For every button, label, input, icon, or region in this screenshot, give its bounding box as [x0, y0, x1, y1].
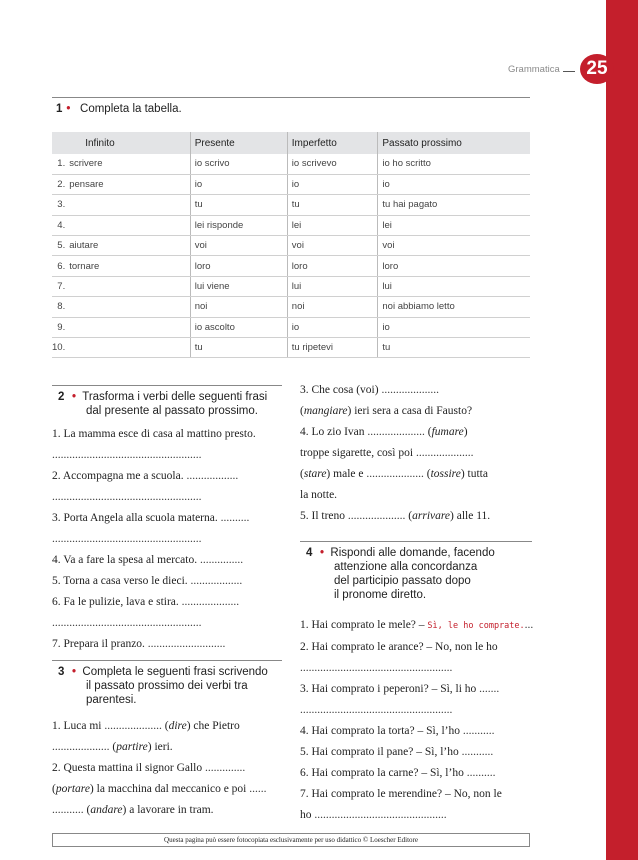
verb-hint: fumare	[431, 426, 464, 438]
cell-infinito[interactable]	[65, 195, 190, 215]
question-text: 1. Hai comprato le mele? –	[300, 619, 425, 631]
row-number: 2.	[52, 174, 65, 194]
list-item: 4. Va a fare la spesa al mercato.	[52, 554, 198, 566]
answer-line[interactable]: ....................	[367, 426, 425, 438]
cell-imperfetto[interactable]: loro	[287, 256, 378, 276]
cell-infinito[interactable]	[65, 297, 190, 317]
answer-line[interactable]: ..................	[186, 470, 239, 482]
cell-infinito[interactable]	[65, 215, 190, 235]
row-number: 8.	[52, 297, 65, 317]
table-header-spacer	[52, 132, 65, 154]
cell-infinito[interactable]	[65, 317, 190, 337]
cell-imperfetto[interactable]: lei	[287, 215, 378, 235]
cell-passato-prossimo[interactable]: io	[378, 174, 530, 194]
answer-line[interactable]: ...........	[462, 725, 495, 737]
table-row	[52, 195, 530, 215]
sentence-text: la notte.	[300, 489, 338, 501]
exercise-title-line: il pronome diretto.	[334, 589, 427, 601]
sentence-text: 1. Luca mi	[52, 720, 102, 732]
answer-line[interactable]: ..............	[205, 762, 246, 774]
cell-presente[interactable]: voi	[190, 236, 287, 256]
question-text: ho	[300, 809, 312, 821]
sentence-text: male e	[333, 468, 364, 480]
answer-line[interactable]: .....................................................	[300, 704, 453, 716]
exercise-2-items	[52, 424, 282, 655]
cell-passato-prossimo[interactable]: lei	[378, 215, 530, 235]
sentence-text: 3. Che cosa (voi)	[300, 384, 379, 396]
question-text: 3. Hai comprato i peperoni? – Sì, li ho	[300, 683, 477, 695]
row-number: 1.	[52, 154, 65, 174]
sentence-text: alle 11.	[456, 510, 491, 522]
copyright-footer: Questa pagina può essere fotocopiata esclusivamente per uso didattico © Loescher Editore	[52, 833, 530, 847]
verb-hint: dire	[168, 720, 187, 732]
cell-passato-prossimo[interactable]: loro	[378, 256, 530, 276]
page-edge-bar	[606, 0, 638, 860]
sentence-text: che Pietro	[193, 720, 240, 732]
table-row	[52, 154, 530, 174]
exercise-3-header	[52, 660, 282, 706]
list-item: 7. Prepara il pranzo.	[52, 638, 145, 650]
cell-presente[interactable]: lui viene	[190, 276, 287, 296]
list-item: 2. Accompagna me a scuola.	[52, 470, 184, 482]
exercise-title-line: dal presente al passato prossimo.	[86, 405, 258, 417]
question-text: 4. Hai comprato la torta? – Sì, l’ho	[300, 725, 461, 737]
exercise-number: 2	[58, 391, 65, 403]
row-number: 5.	[52, 236, 65, 256]
exercise-4-header	[300, 541, 532, 601]
verb-hint: portare	[55, 783, 90, 795]
question-text: 5. Hai comprato il pane? – Sì, l’ho	[300, 746, 459, 758]
table-row	[52, 276, 530, 296]
verb-hint: partire	[116, 741, 148, 753]
sentence-text: 5. Il treno	[300, 510, 346, 522]
list-item: 3. Porta Angela alla scuola materna.	[52, 512, 218, 524]
cell-presente[interactable]: lei risponde	[190, 215, 287, 235]
verb-hint: tossire	[430, 468, 461, 480]
cell-infinito[interactable]: pensare	[65, 174, 190, 194]
answer-line[interactable]: ..............................................	[314, 809, 447, 821]
cell-imperfetto[interactable]: io scrivevo	[287, 154, 378, 174]
bullet-dot-icon: •	[72, 391, 77, 403]
sentence-text: la macchina dal meccanico e poi	[96, 783, 247, 795]
answer-line[interactable]: ....................................................	[52, 533, 202, 545]
cell-passato-prossimo[interactable]: tu	[378, 338, 530, 358]
exercise-title-line: del participio passato dopo	[334, 575, 471, 587]
answer-line[interactable]: ....................	[381, 384, 439, 396]
answer-line[interactable]: ....................................................	[52, 491, 202, 503]
cell-imperfetto[interactable]: voi	[287, 236, 378, 256]
cell-infinito[interactable]: tornare	[65, 256, 190, 276]
row-number: 10.	[52, 338, 65, 358]
question-text: 6. Hai comprato la carne? – Sì, l’ho	[300, 767, 464, 779]
cell-imperfetto[interactable]: tu	[287, 195, 378, 215]
verb-hint: stare	[303, 468, 327, 480]
answer-line[interactable]: ....................	[415, 447, 474, 459]
column-header: Presente	[190, 132, 287, 154]
column-header: Passato prossimo	[378, 132, 530, 154]
cell-infinito[interactable]: aiutare	[65, 236, 190, 256]
answer-line[interactable]: ...........	[52, 804, 84, 816]
cell-passato-prossimo[interactable]: io	[378, 317, 530, 337]
exercise-number: 4	[306, 547, 313, 559]
row-number: 6.	[52, 256, 65, 276]
exercise-2-header	[52, 385, 282, 417]
cell-imperfetto[interactable]: tu ripetevi	[287, 338, 378, 358]
sentence-text: 2. Questa mattina il signor Gallo	[52, 762, 203, 774]
exercise-number: 1	[56, 103, 63, 115]
exercise-title-line: Completa le seguenti frasi scrivendo	[82, 666, 268, 678]
answer-line[interactable]: ..........	[220, 512, 250, 524]
sentence-text: 4. Lo zio Ivan	[300, 426, 365, 438]
answer-line[interactable]: ..................	[190, 575, 243, 587]
verb-hint: mangiare	[303, 405, 348, 417]
sentence-text: ieri.	[154, 741, 173, 753]
table-row	[52, 256, 530, 276]
bullet-dot-icon: •	[66, 103, 71, 115]
exercise-title-line: parentesi.	[86, 694, 137, 706]
cell-passato-prossimo[interactable]: io ho scritto	[378, 154, 530, 174]
cell-presente[interactable]: tu	[190, 195, 287, 215]
answer-line[interactable]: ......	[249, 783, 267, 795]
table-row	[52, 236, 530, 256]
section-label: Grammatica	[508, 64, 560, 75]
exercise-3-items-right: 3. Che cosa (voi) .................... (mangiare) ieri sera a casa di Fausto? 4. Lo zio Ivan .................... (fumare) troppe sigarette, così poi .................... (stare) male e .................... (tossire) tutta la notte. 5. Il treno .................... (arrivare) alle 11.	[300, 380, 532, 527]
column-header: Infinito	[65, 132, 190, 154]
table-row	[52, 317, 530, 337]
list-item: 6. Fa le pulizie, lava e stira.	[52, 596, 179, 608]
table-row	[52, 215, 530, 235]
answer-line[interactable]: ..........	[466, 767, 496, 779]
answer-line[interactable]: ...........	[461, 746, 494, 758]
handwritten-answer: Sì, le ho comprate.	[427, 621, 525, 631]
bullet-dot-icon: •	[72, 666, 77, 678]
answer-line[interactable]: ....................	[366, 468, 424, 480]
cell-infinito[interactable]	[65, 276, 190, 296]
answer-line[interactable]: ....................	[347, 510, 406, 522]
row-number: 4.	[52, 215, 65, 235]
cell-passato-prossimo[interactable]: voi	[378, 236, 530, 256]
cell-presente[interactable]: io	[190, 174, 287, 194]
table-row	[52, 174, 530, 194]
exercise-title: Completa la tabella.	[80, 103, 182, 115]
answer-line[interactable]: ....................................................	[52, 449, 202, 461]
row-number: 7.	[52, 276, 65, 296]
row-number: 3.	[52, 195, 65, 215]
cell-imperfetto[interactable]: lui	[287, 276, 378, 296]
cell-imperfetto[interactable]: noi	[287, 297, 378, 317]
header-divider	[563, 71, 575, 72]
cell-infinito[interactable]: scrivere	[65, 154, 190, 174]
sentence-text: troppe sigarette, così poi	[300, 447, 414, 459]
answer-line[interactable]: ....................	[104, 720, 162, 732]
table-row	[52, 338, 530, 358]
answer-line[interactable]: ...........................	[147, 638, 226, 650]
cell-presente[interactable]: io ascolto	[190, 317, 287, 337]
cell-imperfetto[interactable]: io	[287, 174, 378, 194]
page-number-badge: 25	[580, 54, 614, 84]
list-item: 1. La mamma esce di casa al mattino presto.	[52, 428, 256, 440]
cell-presente[interactable]: noi	[190, 297, 287, 317]
row-number: 9.	[52, 317, 65, 337]
answer-line[interactable]: ....................................................	[52, 617, 202, 629]
cell-passato-prossimo[interactable]: lui	[378, 276, 530, 296]
exercise-title-line: il passato prossimo dei verbi tra	[86, 680, 248, 692]
exercise-number: 3	[58, 666, 65, 678]
answer-line[interactable]: .......	[479, 683, 500, 695]
table-row	[52, 297, 530, 317]
question-text: 7. Hai comprato le merendine? – No, non le	[300, 788, 502, 800]
exercise-title-line: Rispondi alle domande, facendo	[330, 547, 495, 559]
cell-passato-prossimo[interactable]: tu hai pagato	[378, 195, 530, 215]
question-text: 2. Hai comprato le arance? – No, non le ho	[300, 641, 498, 653]
exercise-title-line: Trasforma i verbi delle seguenti frasi	[82, 391, 268, 403]
verb-hint: arrivare	[412, 510, 451, 522]
answer-line[interactable]: .....................................................	[300, 662, 453, 674]
list-item: 5. Torna a casa verso le dieci.	[52, 575, 188, 587]
exercise-title-line: attenzione alla concordanza	[334, 561, 478, 573]
cell-presente[interactable]: io scrivo	[190, 154, 287, 174]
cell-passato-prossimo[interactable]: noi abbiamo letto	[378, 297, 530, 317]
answer-line[interactable]: ....................	[52, 741, 110, 753]
conjugation-table	[52, 132, 530, 358]
answer-line[interactable]: ...............	[199, 554, 244, 566]
cell-imperfetto[interactable]: io	[287, 317, 378, 337]
table-header-row	[52, 132, 530, 154]
sentence-text: ieri sera a casa di Fausto?	[354, 405, 473, 417]
cell-presente[interactable]: loro	[190, 256, 287, 276]
cell-infinito[interactable]	[65, 338, 190, 358]
exercise-1-header	[52, 97, 530, 127]
bullet-dot-icon: •	[320, 547, 325, 559]
answer-line[interactable]: ....................	[181, 596, 240, 608]
sentence-text: a lavorare in tram.	[129, 804, 214, 816]
cell-presente[interactable]: tu	[190, 338, 287, 358]
exercise-4-items: 1. Hai comprato le mele? – Sì, le ho comprate.... 2. Hai comprato le arance? – No, non le ho ..................................................... 3. Hai comprato i peperoni? – Sì, li ho ....... ..................................................... 4. Hai comprato la torta? – Sì, l’ho ........... 5. Hai comprato il pane? – Sì, l’ho ........... 6. Hai comprato la carne? – Sì, l’ho .......... 7. Hai comprato le merendine? – No, non le ho ..............................................	[300, 619, 534, 821]
exercise-3-items-left: 1. Luca mi .................... (dire) che Pietro .................... (partire) ieri. 2. Questa mattina il signor Gallo .............. (portare) la macchina dal meccanico e poi ...... ........... (andare) a lavorare in tram.	[52, 720, 267, 816]
column-header: Imperfetto	[287, 132, 378, 154]
verb-hint: andare	[90, 804, 123, 816]
sentence-text: tutta	[467, 468, 488, 480]
